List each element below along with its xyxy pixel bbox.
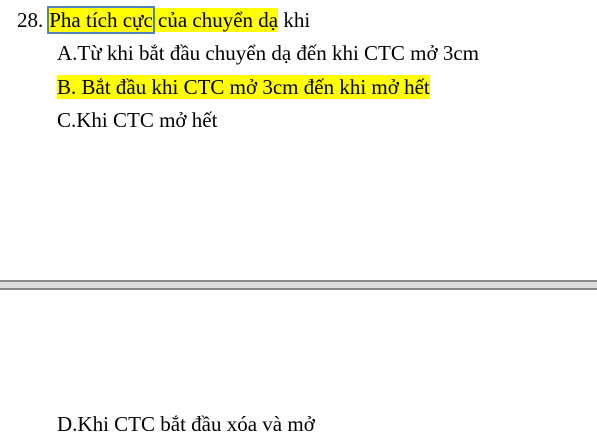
option-c: C.Khi CTC mở hết (57, 108, 218, 132)
highlighted-text: của chuyển dạ (152, 8, 279, 32)
document-page-bottom (0, 290, 597, 437)
option-b (57, 75, 430, 99)
question-tail: khi (278, 8, 311, 32)
question-line (17, 8, 310, 32)
option-b-highlighted-text: B. Bắt đầu khi CTC mở 3cm đến khi mở hết (57, 75, 430, 99)
option-a: A.Từ khi bắt đầu chuyển dạ đến khi CTC mở 3cm (57, 41, 479, 65)
option-d: D.Khi CTC bắt đầu xóa và mở (57, 412, 315, 436)
question-number: 28. (17, 8, 44, 32)
page-break-separator (0, 280, 597, 290)
selected-highlighted-text[interactable]: Pha tích cực (49, 8, 153, 32)
